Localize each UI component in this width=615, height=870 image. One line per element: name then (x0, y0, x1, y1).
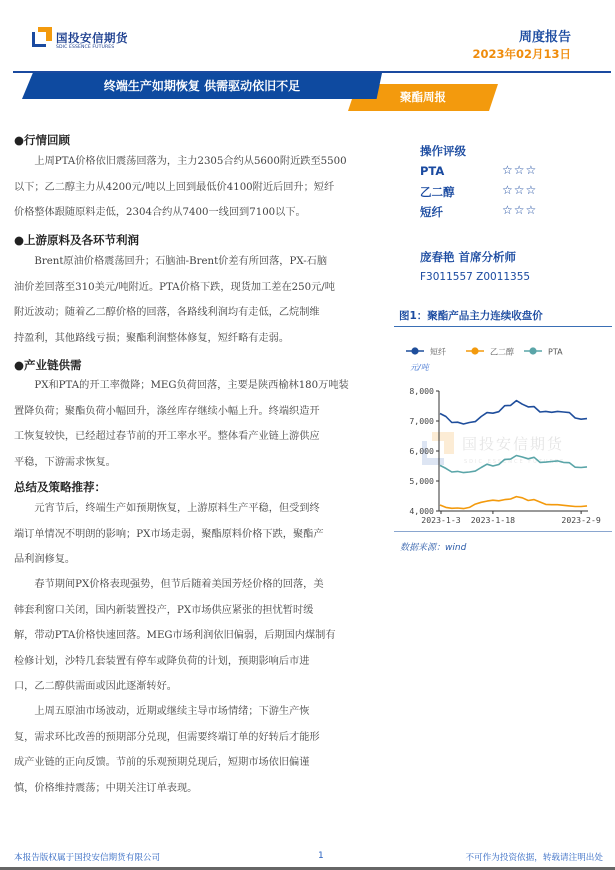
x-tick-label: 2023-1-3 (421, 515, 461, 525)
paragraph-summary-2 (14, 572, 384, 700)
section-heading-upstream-profit: ●上游原料及各环节利润 (14, 233, 140, 247)
banner-title: 终端生产如期恢复 供需驱动依旧不足 (103, 79, 301, 93)
svg-text:SDIC ESSENCE FUTURES: SDIC ESSENCE FUTURES (464, 459, 566, 465)
y-axis-unit: 元/吨 (410, 363, 429, 372)
text-line: 置降负荷；聚酯负荷小幅回升，涤丝库存继续小幅上升。终端织造开 (14, 405, 320, 417)
text-line: 元宵节后，终端生产如预期恢复，上游原料生产平稳，但受到终 (34, 503, 320, 514)
analyst-name: 庞春艳 首席分析师 (420, 250, 517, 264)
text-line: 油价差回落至310美元/吨附近。PTA价格下跌，现货加工差在250元/吨 (14, 281, 335, 293)
text-line: 上周五原油市场波动，近期或继续主导市场情绪；下游生产恢 (34, 706, 310, 717)
company-name-cn: 国投安信期货 (56, 31, 128, 45)
text-line: 平稳，下游需求恢复。 (14, 456, 116, 468)
rating-product: 短纤 (420, 205, 443, 219)
legend-marker-icon (471, 347, 478, 354)
footer-copyright: 本报告版权属于国投安信期货有限公司 (14, 853, 161, 863)
text-line: 慎，价格维持震荡；中期关注订单表现。 (14, 782, 198, 794)
rating-product: 乙二醇 (420, 185, 455, 199)
text-line: 韩套利窗口关闭，国内新装置投产，PX市场供应紧张的担忧暂时缓 (14, 604, 314, 616)
legend-marker-icon (411, 347, 418, 354)
paragraph-summary-1 (14, 496, 384, 573)
report-date: 2023年02月13日 (472, 47, 571, 61)
star-rating-icon: ☆☆☆ (502, 183, 538, 197)
section-heading-supply-demand: ●产业链供需 (14, 358, 82, 372)
svg-text:国投安信期货: 国投安信期货 (462, 435, 565, 453)
page-number: 1 (318, 851, 324, 861)
text-line: 口，乙二醇供需面或因此逐渐转好。 (14, 681, 177, 692)
y-tick-label: 6,000 (409, 446, 434, 456)
line-chart (394, 343, 614, 533)
text-line: 以下；乙二醇主力从4200元/吨以上回到最低价4100附近后回升；短纤 (14, 181, 335, 193)
series-line (440, 497, 587, 509)
paragraph-market-review (14, 149, 384, 226)
text-line: 附近波动；随着乙二醇价格的回落，各路线利润均有走低，乙烷制维 (14, 307, 320, 318)
y-tick-label: 4,000 (409, 506, 434, 516)
star-rating-icon: ☆☆☆ (502, 163, 538, 177)
text-line: 持盈利，其他路线亏损；聚酯利润整体修复，短纤略有走弱。 (14, 332, 290, 344)
source-divider (394, 531, 612, 532)
text-line: Brent原油价格震荡回升；石脑油-Brent价差有所回落，PX-石脑 (34, 256, 328, 267)
text-line: 品利润修复。 (14, 554, 76, 565)
text-line: 端订单情况不明朗的影响；PX市场走弱，聚酯原料价格下跌，聚酯产 (14, 528, 324, 540)
banner-tag: 聚酯周报 (400, 90, 446, 104)
text-line: 检修计划，沙特几套装置有停车或降负荷的计划，预期影响后市进 (14, 655, 310, 667)
legend-label: PTA (548, 347, 563, 357)
text-line: 解，带动PTA价格快速回落。MEG市场利润依旧偏弱，后期国内煤制有 (14, 630, 336, 641)
text-line: 上周PTA价格依旧震荡回落为，主力2305合约从5600附近跌至5500 (34, 156, 347, 167)
report-type: 周度报告 (518, 30, 571, 45)
section-heading-summary: 总结及策略推荐： (14, 480, 106, 494)
section-heading-market-review: ●行情回顾 (14, 133, 71, 147)
rating-title: 操作评级 (420, 144, 466, 158)
text-line: 成产业链的正向反馈。节前的乐观预期兑现后，短期市场依旧偏谨 (14, 757, 310, 768)
text-line: 价格整体跟随原料走低，2304合约从7400一线回到7100以下。 (14, 207, 306, 218)
data-source: 数据来源：wind (400, 543, 467, 553)
star-rating-icon: ☆☆☆ (502, 203, 538, 217)
paragraph-supply-demand (14, 373, 384, 475)
rating-row-meg (420, 184, 580, 204)
analyst-license-ids: F3011557 Z0011355 (420, 271, 531, 283)
rating-product: PTA (420, 164, 445, 178)
text-line: PX和PTA的开工率微降；MEG负荷回落，主要是陕西榆林180万吨装 (34, 380, 349, 391)
company-logo-icon (32, 27, 52, 47)
legend-label: 乙二醇 (490, 347, 514, 357)
text-line: 复，需求环比改善的预期部分兑现，但需要终端订单的好转后才能形 (14, 731, 320, 743)
paragraph-summary-3 (14, 699, 384, 801)
y-tick-label: 8,000 (409, 386, 434, 396)
y-tick-label: 5,000 (409, 476, 434, 486)
rating-row-pta (420, 164, 580, 184)
text-line: 工恢复较快，已经超过春节前的开工率水平。整体看产业链上游供应 (14, 431, 320, 442)
series-line (440, 401, 587, 424)
legend-label: 短纤 (430, 347, 446, 357)
figure-title: 图1：聚酯产品主力连续收盘价 (399, 310, 543, 322)
x-tick-label: 2023-2-9 (561, 515, 601, 525)
legend-marker-icon (529, 347, 536, 354)
company-name-en: SDIC ESSENCE FUTURES (56, 45, 115, 50)
figure-title-divider (394, 326, 612, 327)
x-tick-label: 2023-1-18 (470, 515, 516, 525)
rating-row-psf (420, 204, 580, 224)
watermark (422, 432, 565, 465)
paragraph-upstream-profit (14, 249, 384, 351)
y-tick-label: 7,000 (409, 416, 434, 426)
footer-disclaimer: 不可作为投资依据，转载请注明出处 (465, 853, 603, 863)
text-line: 春节期间PX价格表现强势，但节后随着美国芳烃价格的回落，美 (34, 579, 324, 590)
